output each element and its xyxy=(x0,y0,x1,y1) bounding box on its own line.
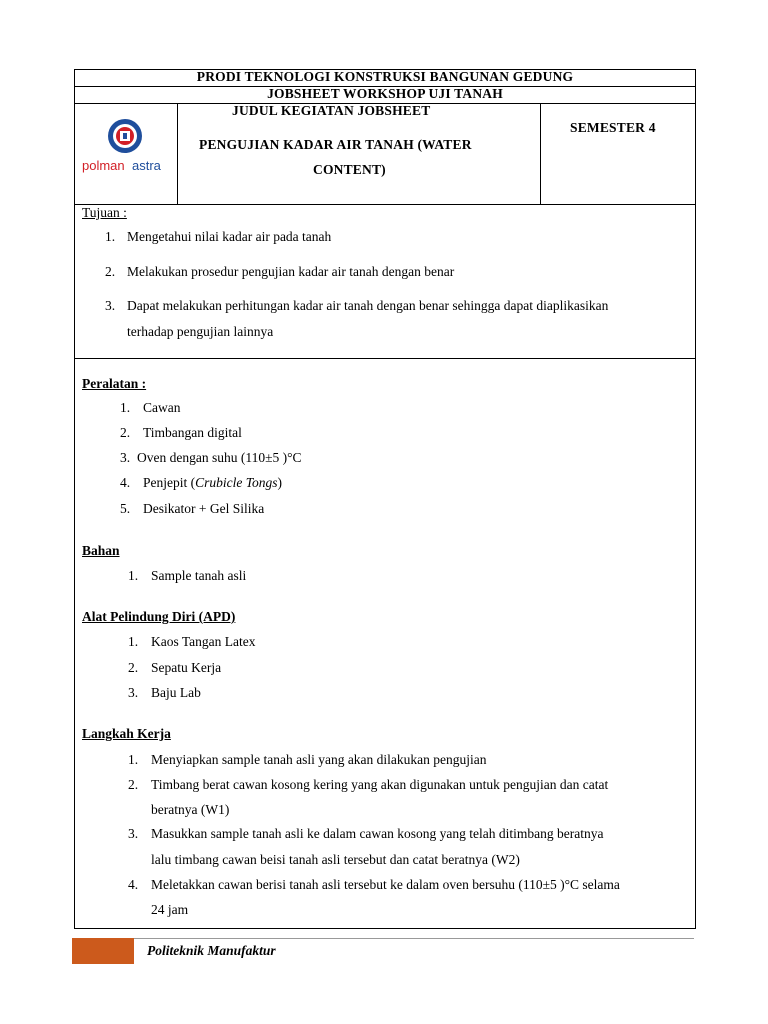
footer-rule xyxy=(72,938,694,939)
langkah-item-2: Timbang berat cawan kosong kering yang akan digunakan untuk pengujian dan catat xyxy=(151,777,609,792)
langkah-item-3: Masukkan sample tanah asli ke dalam cawan kosong yang telah ditimbang beratnya xyxy=(151,826,604,841)
peralatan-num-5: 5. xyxy=(120,501,131,516)
langkah-item-4-cont: 24 jam xyxy=(151,902,189,917)
document-frame xyxy=(74,69,696,929)
jobsheet-title-line1: PENGUJIAN KADAR AIR TANAH (WATER xyxy=(199,137,472,152)
logo-text-polman: polman xyxy=(82,158,125,173)
langkah-item-3-cont: lalu timbang cawan beisi tanah asli tersebut dan catat beratnya (W2) xyxy=(151,852,520,867)
apd-num-3: 3. xyxy=(128,685,139,700)
langkah-item-2-cont: beratnya (W1) xyxy=(151,802,230,817)
apd-num-2: 2. xyxy=(128,660,139,675)
header-col-divider-2 xyxy=(540,103,541,204)
apd-item-1: Kaos Tangan Latex xyxy=(151,634,256,649)
peralatan-item-4-b: ) xyxy=(277,475,283,490)
peralatan-item-5: Desikator + Gel Silika xyxy=(143,501,265,516)
polman-astra-logo xyxy=(82,114,172,182)
tujuan-num-3: 3. xyxy=(105,298,116,313)
langkah-num-1: 1. xyxy=(128,752,139,767)
bahan-item-1: Sample tanah asli xyxy=(151,568,247,583)
langkah-num-3: 3. xyxy=(128,826,139,841)
header-divider-3 xyxy=(74,204,696,205)
activity-label: JUDUL KEGIATAN JOBSHEET xyxy=(232,103,431,118)
peralatan-heading: Peralatan : xyxy=(82,376,147,391)
apd-heading: Alat Pelindung Diri (APD) xyxy=(82,609,236,624)
peralatan-item-1: Cawan xyxy=(143,400,181,415)
logo-text-astra: astra xyxy=(132,158,161,173)
apd-item-2: Sepatu Kerja xyxy=(151,660,222,675)
section-divider xyxy=(74,358,696,359)
langkah-num-4: 4. xyxy=(128,877,139,892)
apd-num-1: 1. xyxy=(128,634,139,649)
langkah-heading: Langkah Kerja xyxy=(82,726,171,741)
tujuan-item-2: Melakukan prosedur pengujian kadar air tanah dengan benar xyxy=(127,264,455,279)
langkah-item-1: Menyiapkan sample tanah asli yang akan dilakukan pengujian xyxy=(151,752,487,767)
tujuan-num-2: 2. xyxy=(105,264,116,279)
peralatan-item-4-a: Penjepit ( xyxy=(143,475,196,490)
tujuan-item-3: Dapat melakukan perhitungan kadar air tanah dengan benar sehingga dapat diaplikasikan xyxy=(127,298,609,313)
bahan-heading: Bahan xyxy=(82,543,120,558)
jobsheet-title-line2: CONTENT) xyxy=(313,162,386,177)
footer-accent-bar xyxy=(72,938,134,964)
peralatan-num-2: 2. xyxy=(120,425,131,440)
header-col-divider-1 xyxy=(177,103,178,204)
apd-item-3: Baju Lab xyxy=(151,685,201,700)
program-title: PRODI TEKNOLOGI KONSTRUKSI BANGUNAN GEDUNG xyxy=(196,69,574,84)
peralatan-item-3: Oven dengan suhu (110±5 )°C xyxy=(137,450,302,465)
workshop-title: JOBSHEET WORKSHOP UJI TANAH xyxy=(267,86,503,101)
langkah-item-4: Meletakkan cawan berisi tanah asli tersebut ke dalam oven bersuhu (110±5 )°C selama xyxy=(151,877,620,892)
tujuan-num-1: 1. xyxy=(105,229,116,244)
bahan-num-1: 1. xyxy=(128,568,139,583)
footer-institution: Politeknik Manufaktur xyxy=(147,943,276,958)
peralatan-num-4: 4. xyxy=(120,475,131,490)
tujuan-item-1: Mengetahui nilai kadar air pada tanah xyxy=(127,229,332,244)
langkah-num-2: 2. xyxy=(128,777,139,792)
peralatan-item-2: Timbangan digital xyxy=(143,425,242,440)
tujuan-item-3-cont: terhadap pengujian lainnya xyxy=(127,324,274,339)
peralatan-item-4 xyxy=(143,475,282,491)
tujuan-heading: Tujuan : xyxy=(82,205,127,220)
peralatan-num-1: 1. xyxy=(120,400,131,415)
peralatan-num-3: 3. xyxy=(120,450,131,465)
semester-label: SEMESTER 4 xyxy=(570,120,656,135)
peralatan-item-4-italic: Crubicle Tongs xyxy=(195,475,278,490)
